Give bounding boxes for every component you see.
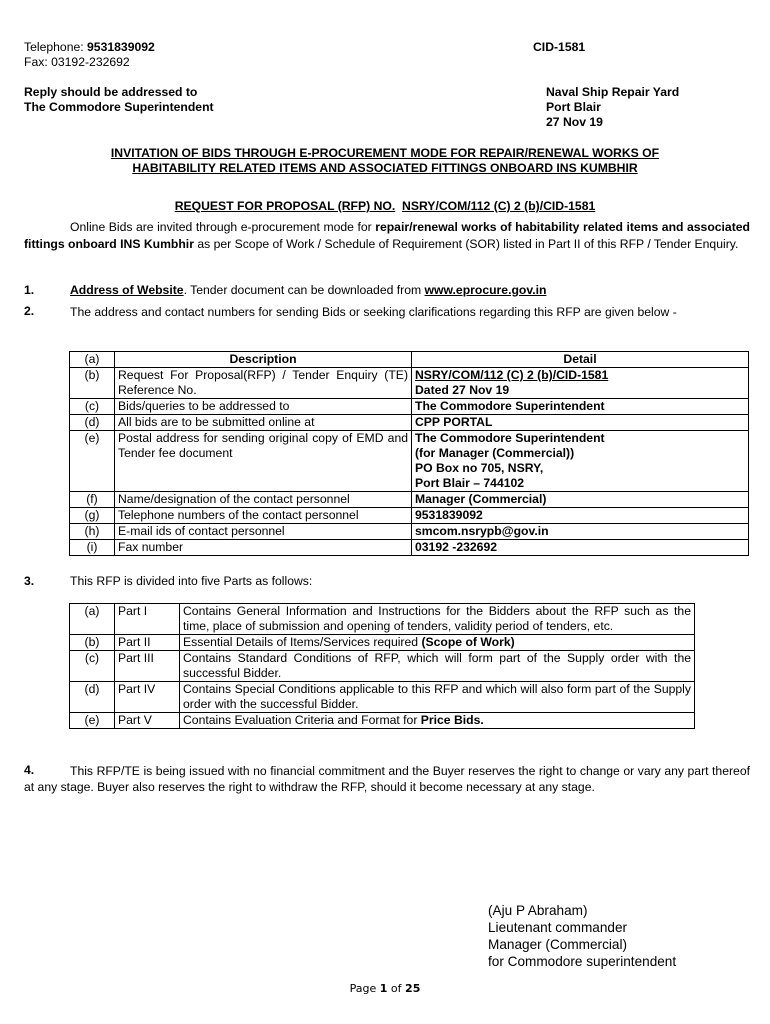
para-1-title: Address of Website — [70, 283, 184, 297]
contact-table — [69, 351, 749, 556]
title-line-2: HABITABILITY RELATED ITEMS AND ASSOCIATED FITTINGS ONBOARD INS KUMBHIR — [132, 161, 638, 175]
rfp-number-line — [24, 199, 746, 214]
cid-label: CID-1581 — [533, 40, 586, 54]
header-contact — [24, 40, 155, 70]
para-3-number: 3. — [24, 574, 35, 588]
table-row: (c) Part III Contains Standard Conditions of RFP, which will form part of the Supply order with the successful Bidder. — [70, 651, 695, 682]
org-line-1: Naval Ship Repair Yard — [546, 85, 680, 99]
rfp-number: NSRY/COM/112 (C) 2 (b)/CID-1581 — [402, 199, 596, 213]
page-number: Page 1 of 25 — [349, 982, 421, 995]
para-2-text: The address and contact numbers for sending Bids or seeking clarifications regarding this RFP are given below - — [70, 305, 677, 319]
signatory-rank: Lieutenant commander — [488, 920, 628, 935]
table-row: (h) E-mail ids of contact personnel smcom.nsrypb@gov.in — [70, 524, 749, 540]
table-row: (e) Postal address for sending original copy of EMD and Tender fee document The Commodore Superintendent (for Manager (Commercial)) PO Box no 705, NSRY, Port Blair – 744102 — [70, 431, 749, 492]
intro-bold-text: repair/renewal works of habitability related items and associated fittings onboard INS Kumbhir — [24, 220, 750, 251]
para-1-number: 1. — [24, 283, 35, 297]
parts-table — [69, 603, 695, 729]
para-4-text: This RFP/TE is being issued with no financial commitment and the Buyer reserves the right to change or vary any part thereof at any stage. Buyer also reserves the right to withdraw the RFP, should it become necessary at any stage. — [24, 764, 750, 794]
table-row: (a) Part I Contains General Information and Instructions for the Bidders about the RFP such as the time, place of submission and opening of tenders, validity period of tenders, etc. — [70, 604, 695, 635]
rfp-label: REQUEST FOR PROPOSAL (RFP) NO. — [174, 199, 396, 213]
table-row: (d) Part IV Contains Special Conditions applicable to this RFP and which will also form part of the Supply order with the successful Bidder. — [70, 682, 695, 713]
para-3-text: This RFP is divided into five Parts as follows: — [70, 574, 313, 588]
intro-paragraph: Online Bids are invited through e-procurement mode for repair/renewal works of habitability related items and associated fittings onboard INS Kumbhir as per Scope of Work / Schedule of Requirement (SOR) listed in Part II of this RFP / Tender Enquiry. — [24, 220, 750, 251]
sender-org — [546, 85, 679, 130]
table-row: (g) Telephone numbers of the contact personnel 9531839092 — [70, 508, 749, 524]
title-line-1: INVITATION OF BIDS THROUGH E-PROCUREMENT MODE FOR REPAIR/RENEWAL WORKS OF — [110, 146, 660, 160]
table-row: (d) All bids are to be submitted online at CPP PORTAL — [70, 415, 749, 431]
signatory-post: Manager (Commercial) — [488, 937, 627, 952]
table-row: (b) Request For Proposal(RFP) / Tender Enquiry (TE) Reference No. NSRY/COM/112 (C) 2 (b)/CID-1581 Dated 27 Nov 19 — [70, 368, 749, 399]
signatory-for: for Commodore superintendent — [488, 954, 677, 969]
para-2-number: 2. — [24, 304, 35, 318]
detail-header: Detail — [412, 352, 749, 368]
org-line-2: Port Blair — [546, 100, 601, 114]
table-header-row: (a) Description Detail — [70, 352, 749, 368]
description-header: Description — [115, 352, 412, 368]
reply-address — [24, 85, 214, 115]
document-title — [24, 146, 746, 176]
website-link[interactable]: www.eprocure.gov.in — [424, 283, 547, 297]
table-row: (b) Part II Essential Details of Items/Services required (Scope of Work) — [70, 635, 695, 651]
table-row: (c) Bids/queries to be addressed to The Commodore Superintendent — [70, 399, 749, 415]
signature-block — [488, 902, 676, 970]
para-1 — [24, 283, 34, 298]
para-4-number: 4. — [24, 763, 35, 777]
reply-line-2: The Commodore Superintendent — [24, 100, 214, 114]
para-1-body: Address of Website. Tender document can be downloaded from www.eprocure.gov.in — [70, 283, 547, 297]
fax-line: Fax: 03192-232692 — [24, 55, 130, 69]
reply-line-1: Reply should be addressed to — [24, 85, 198, 99]
signatory-name: (Aju P Abraham) — [488, 903, 588, 918]
letter-date: 27 Nov 19 — [546, 115, 603, 129]
telephone-line: Telephone: 9531839092 — [24, 40, 155, 54]
table-row: (i) Fax number 03192 -232692 — [70, 540, 749, 556]
table-row: (e) Part V Contains Evaluation Criteria and Format for Price Bids. — [70, 713, 695, 729]
telephone-number: 9531839092 — [87, 40, 155, 54]
email-link[interactable]: smcom.nsrypb@gov.in — [412, 524, 749, 540]
table-row: (f) Name/designation of the contact personnel Manager (Commercial) — [70, 492, 749, 508]
